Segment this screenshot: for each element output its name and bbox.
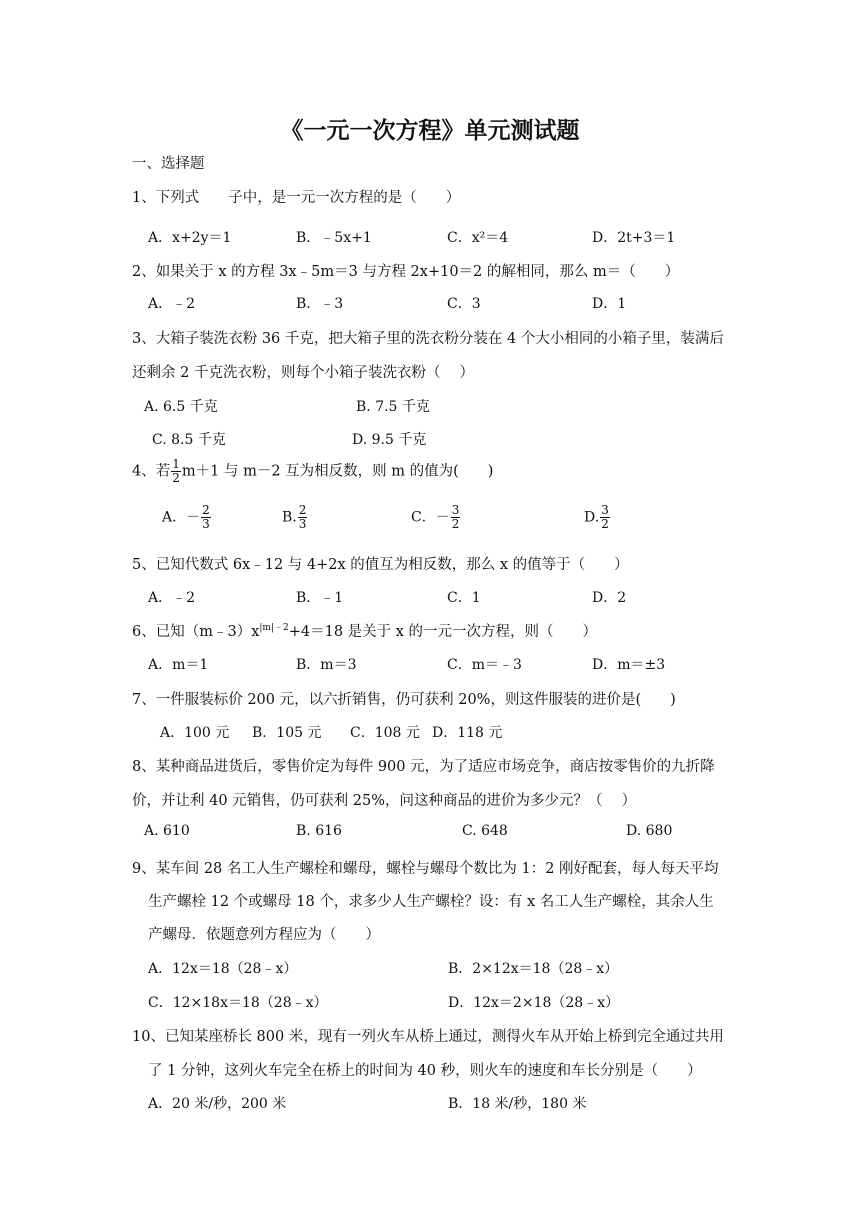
question-8-option-d: D. 680 bbox=[626, 823, 673, 839]
question-6-option-a: A．m＝1 bbox=[148, 657, 209, 673]
question-3-option-c: C. 8.5 千克 bbox=[152, 432, 226, 448]
question-8-option-b: B. 616 bbox=[296, 823, 342, 839]
question-5-stem: 5、已知代数式 6x﹣12 与 4+2x 的值互为相反数，那么 x 的值等于（ ） bbox=[132, 557, 629, 573]
question-3-option-b: B. 7.5 千克 bbox=[356, 399, 430, 415]
exponent: |m|﹣2 bbox=[259, 623, 289, 634]
question-9-stem-line-2: 生产螺栓 12 个或螺母 18 个，求多少人生产螺栓？设：有 x 名工人生产螺栓，其余人生 bbox=[148, 894, 714, 910]
question-4-option-c: C．－ $\frac{3}{2}$ bbox=[411, 503, 460, 531]
question-7-option-a: A．100 元 bbox=[160, 725, 230, 741]
question-2-option-d: D．1 bbox=[592, 296, 627, 312]
question-1-stem: 1、下列式 子中，是一元一次方程的是（ ） bbox=[132, 190, 461, 206]
question-10-stem-line-2: 了 1 分钟，这列火车完全在桥上的时间为 40 秒，则火车的速度和车长分别是（ ） bbox=[148, 1063, 702, 1079]
question-9-option-a: A．12x＝18（28﹣x） bbox=[148, 961, 298, 977]
question-6-option-c: C．m＝﹣3 bbox=[447, 657, 522, 673]
question-8-option-c: C. 648 bbox=[462, 823, 508, 839]
question-2-option-b: B．﹣3 bbox=[296, 296, 344, 312]
question-7-option-d: D．118 元 bbox=[432, 725, 503, 741]
question-1-option-d: D．2t+3＝1 bbox=[592, 230, 676, 246]
question-9-stem-line-1: 9、某车间 28 名工人生产螺栓和螺母，螺栓与螺母个数比为 1：2 刚好配套，每人每天平均 bbox=[132, 861, 719, 877]
question-1-option-c: C．x²＝4 bbox=[447, 230, 509, 246]
question-9-option-b: B．2×12x＝18（28﹣x） bbox=[448, 961, 619, 977]
question-4-stem: 4、若 $\frac{1}{2}$ m＋1 与 m－2 互为相反数，则 m 的值为( ) bbox=[132, 457, 494, 485]
question-9-stem-line-3: 产螺母．依题意列方程应为（ ） bbox=[148, 927, 380, 943]
question-9-option-c: C．12×18x＝18（28﹣x） bbox=[148, 995, 328, 1011]
question-3-stem-line-2: 还剩余 2 千克洗衣粉，则每个小箱子装洗衣粉（ ） bbox=[132, 365, 475, 381]
question-8-option-a: A. 610 bbox=[144, 823, 190, 839]
question-8-stem-line-1: 8、某种商品进货后，零售价定为每件 900 元，为了适应市场竞争，商店按零售价的九折降 bbox=[132, 759, 715, 775]
page-title: 《一元一次方程》单元测试题 bbox=[280, 118, 580, 144]
question-7-stem: 7、一件服装标价 200 元，以六折销售，仍可获利 20%，则这件服装的进价是( ) bbox=[132, 692, 676, 708]
question-2-stem: 2、如果关于 x 的方程 3x﹣5m＝3 与方程 2x+10＝2 的解相同，那么 m＝（ ） bbox=[132, 264, 680, 280]
question-5-option-d: D．2 bbox=[592, 590, 627, 606]
question-9-option-d: D．12x＝2×18（28﹣x） bbox=[448, 995, 620, 1011]
question-4-option-a: A．－ $\frac{2}{3}$ bbox=[162, 503, 210, 531]
question-5-option-b: B．﹣1 bbox=[296, 590, 344, 606]
fraction-one-half: $\frac{1}{2}$ bbox=[172, 457, 180, 485]
question-8-stem-line-2: 价，并让利 40 元销售，仍可获利 25%，问这种商品的进价为多少元？（ ） bbox=[132, 793, 637, 809]
question-3-option-a: A. 6.5 千克 bbox=[144, 399, 218, 415]
question-7-option-b: B．105 元 bbox=[252, 725, 322, 741]
question-6-option-b: B．m＝3 bbox=[296, 657, 357, 673]
section-heading: 一、选择题 bbox=[132, 156, 205, 172]
question-3-stem-line-1: 3、大箱子装洗衣粉 36 千克，把大箱子里的洗衣粉分装在 4 个大小相同的小箱子里，装满后 bbox=[132, 331, 724, 347]
question-1-option-a: A．x+2y＝1 bbox=[148, 230, 232, 246]
question-10-option-b: B．18 米/秒，180 米 bbox=[448, 1096, 587, 1112]
question-5-option-a: A．﹣2 bbox=[148, 590, 196, 606]
question-4-option-b: B. $\frac{2}{3}$ bbox=[282, 503, 307, 531]
question-10-option-a: A．20 米/秒，200 米 bbox=[148, 1096, 287, 1112]
question-5-option-c: C．1 bbox=[447, 590, 481, 606]
question-10-stem-line-1: 10、已知某座桥长 800 米，现有一列火车从桥上通过，测得火车从开始上桥到完全通过共用 bbox=[132, 1029, 724, 1045]
question-2-option-a: A．﹣2 bbox=[148, 296, 196, 312]
question-7-option-c: C．108 元 bbox=[350, 725, 420, 741]
question-1-option-b: B．﹣5x+1 bbox=[296, 230, 372, 246]
question-6-stem: 6、已知$(m﹣3)x^{|m|﹣2}+4=18$ 是关于 x 的一元一次方程，则（ ） bbox=[132, 623, 598, 640]
question-6-option-d: D．m＝±3 bbox=[592, 657, 666, 673]
question-4-option-d: D. $\frac{3}{2}$ bbox=[584, 503, 609, 531]
question-2-option-c: C．3 bbox=[447, 296, 481, 312]
question-3-option-d: D. 9.5 千克 bbox=[352, 432, 427, 448]
